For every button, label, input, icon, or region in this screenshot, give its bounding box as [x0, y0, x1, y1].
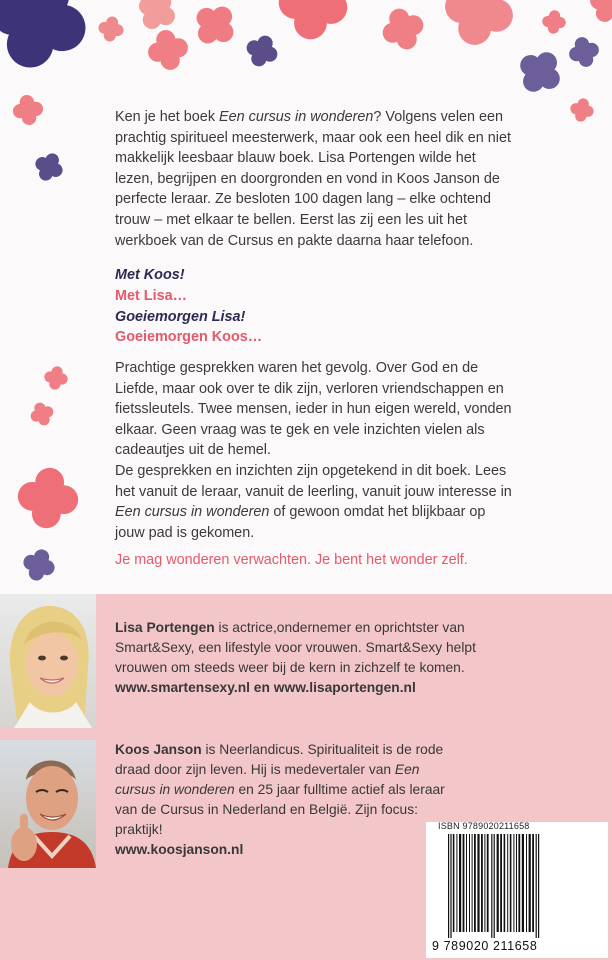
body-paragraphs: [115, 358, 517, 543]
dialogue-line-koos: Goeiemorgen Lisa!: [115, 308, 246, 325]
body-text-b: of gewoon omdat het blijkbaar op jouw pad is gekomen.: [115, 504, 486, 541]
flower-icon: [24, 396, 60, 432]
author-bio-lisa: [115, 618, 485, 698]
intro-text-a: Ken je het boek: [115, 109, 220, 125]
author-bio-text: is actrice,ondernemer en oprichtster van Smart&Sexy, een lifestyle voor vrouwen. Smart&Sexy helpt vrouwen om steeds weer bij de kern in zichzelf te komen.: [115, 620, 476, 675]
flower-icon: [26, 144, 71, 189]
intro-paragraph: [115, 107, 515, 251]
flower-icon: [8, 458, 87, 537]
author-photo-lisa: [0, 594, 96, 728]
author-website-link: www.koosjanson.nl: [115, 842, 244, 857]
flower-icon: [15, 541, 63, 589]
closing-tagline: Je mag wonderen verwachten. Je bent het wonder zelf.: [115, 552, 468, 568]
flower-icon: [94, 12, 129, 47]
dialogue-line-lisa: Met Lisa…: [115, 287, 187, 304]
dialogue-line-koos: Met Koos!: [115, 267, 185, 283]
author-name: Koos Janson: [115, 742, 202, 757]
body-paragraph: [115, 461, 517, 543]
book-title: Een cursus in wonderen: [115, 762, 420, 797]
flower-icon: [562, 30, 606, 74]
body-paragraph: Prachtige gesprekken waren het gevolg. Over God en de Liefde, maar ook over te dik zijn, verloren vriendschappen en fietssleutels. Twee mensen, ieder in hun eigen wereld, vonden elkaar. Geen vraag was te gek en vele inzichten vielen als cadeautjes uit de hemel.: [115, 360, 512, 459]
flower-icon: [40, 362, 72, 394]
dialogue-block: [115, 265, 515, 348]
isbn-label: ISBN 9789020211658: [438, 821, 530, 831]
body-text-a: De gesprekken en inzichten zijn opgetekend in dit boek. Lees het vanuit de leraar, vanuit de leerling, vanuit jouw interesse in: [115, 462, 512, 500]
author-bio-koos: [115, 740, 460, 860]
barcode: [446, 834, 598, 938]
flower-icon: [580, 0, 612, 32]
author-photo-koos: [0, 740, 96, 868]
intro-text-b: ? Volgens velen een prachtig spiritueel meesterwerk, maar ook een heel dik en niet makkelijk leesbaar blauw boek. Lisa Portengen wilde het lezen, begrijpen en doorgronden en vond in Koos Janson de perfecte leraar. Ze besloten 100 dagen lang – elke ochtend trouw – met elkaar te bellen. Eerst las zij een les uit het werkboek van de Cursus en pakte daarna haar telefoon.: [115, 109, 511, 249]
flower-icon: [371, 0, 435, 61]
flower-icon: [0, 0, 111, 93]
flower-icon: [8, 90, 49, 131]
flower-icon: [565, 93, 598, 126]
dialogue-line-lisa: Goeiemorgen Koos…: [115, 329, 263, 346]
book-title: Een cursus in wonderen: [219, 109, 374, 125]
author-bio-text: en 25 jaar fulltime actief als leraar van de Cursus in Nederland en België. Zijn focus: praktijk!: [115, 782, 445, 837]
author-website-links: www.smartensexy.nl en www.lisaportengen.nl: [115, 680, 416, 695]
flower-icon: [429, 0, 528, 61]
author-bio-text: is Neerlandicus. Spiritualiteit is de rode draad door zijn leven. Hij is medevertaler van: [115, 742, 444, 777]
barcode-number: 9 789020 211658: [432, 939, 538, 953]
book-title: Een cursus in wonderen: [115, 504, 270, 521]
author-name: Lisa Portengen: [115, 620, 215, 635]
flower-icon: [539, 7, 569, 37]
barcode-box: [426, 822, 608, 958]
